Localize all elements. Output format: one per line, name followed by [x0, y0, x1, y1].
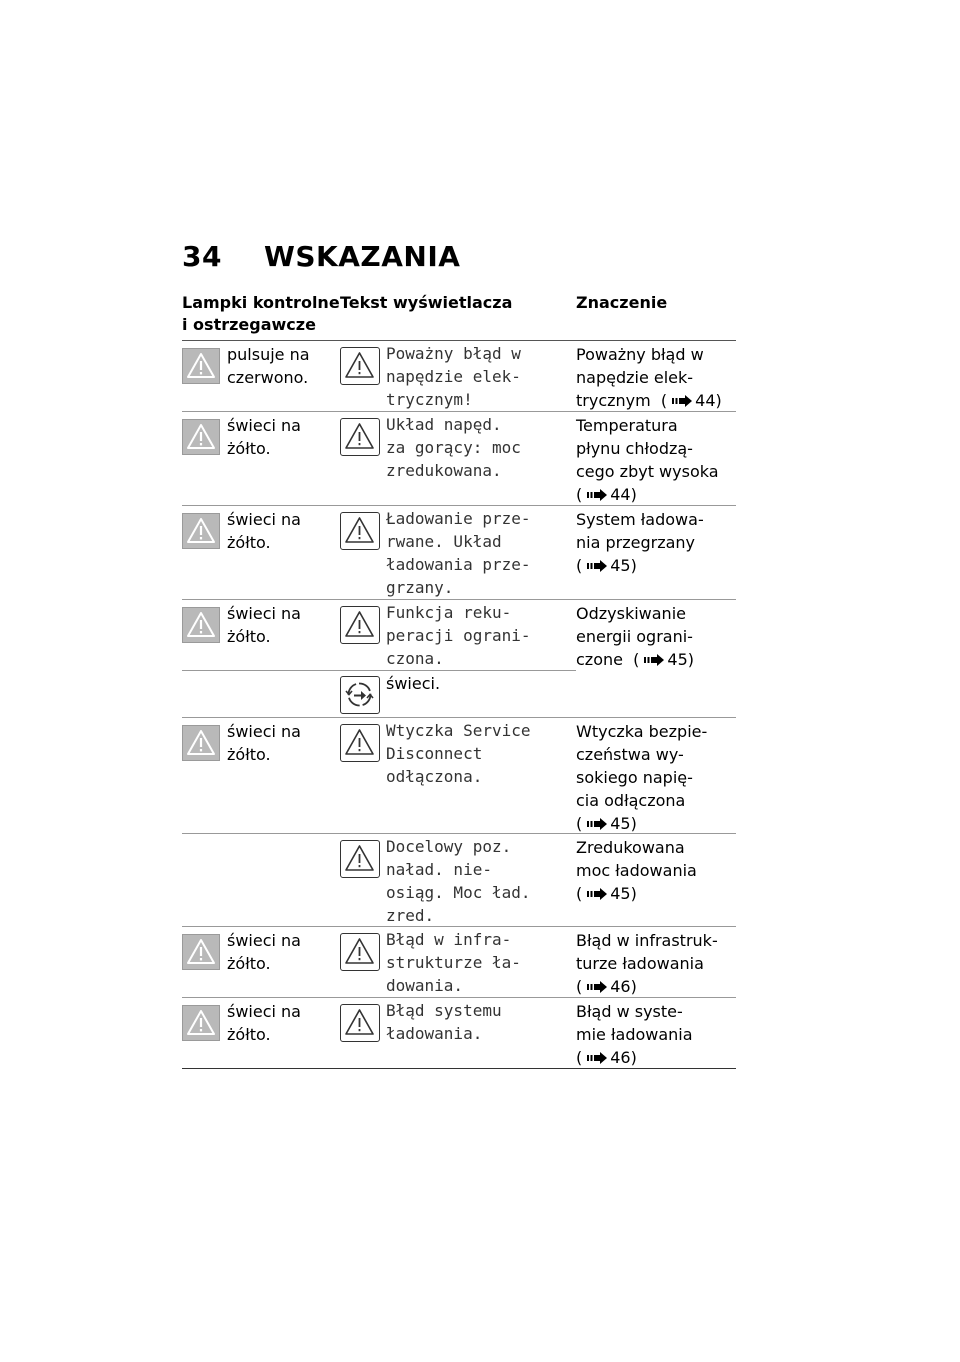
table-row — [182, 834, 736, 927]
warning-triangle-outline-icon — [340, 512, 380, 550]
warning-triangle-outline-icon — [340, 347, 380, 385]
warning-triangle-outline-icon — [340, 724, 380, 762]
table-row — [182, 412, 736, 506]
warning-triangle-outline-icon — [340, 606, 380, 644]
table-row — [182, 998, 736, 1069]
meaning-text: Wtyczka bezpie- czeństwa wy- sokiego napię- cia odłączona ( 45) — [576, 722, 708, 833]
page-reference-arrow-icon — [587, 818, 607, 830]
lamp-description: świeci na żółto. — [227, 416, 301, 458]
page-reference-arrow-icon — [587, 489, 607, 501]
warning-triangle-icon — [182, 513, 220, 549]
recuperation-icon — [340, 676, 380, 714]
meaning-text: Temperatura płynu chłodzą- cego zbyt wysoka ( 44) — [576, 416, 719, 504]
table-row — [182, 600, 736, 718]
table-header — [182, 290, 736, 341]
lamp-description: świeci na żółto. — [227, 931, 301, 973]
page-reference[interactable]: 45) — [610, 814, 637, 833]
lamp-description: świeci na żółto. — [227, 722, 301, 764]
lamp-description: świeci na żółto. — [227, 1002, 301, 1044]
display-text-secondary: świeci. — [386, 674, 441, 693]
warning-triangle-icon — [182, 934, 220, 970]
sub-row-divider — [182, 670, 576, 671]
page-reference-arrow-icon — [587, 981, 607, 993]
display-text: Poważny błąd w napędzie elek- trycznym! — [386, 344, 521, 409]
page-reference[interactable]: 45) — [610, 884, 637, 903]
section-title: WSKAZANIA — [264, 240, 461, 273]
page-reference[interactable]: 46) — [610, 977, 637, 996]
warning-triangle-outline-icon — [340, 840, 380, 878]
meaning-text: Błąd w syste- mie ładowania ( 46) — [576, 1002, 693, 1067]
warning-lights-table — [182, 290, 736, 1069]
column-header-display-text: Tekst wyświetlacza — [340, 293, 513, 312]
warning-triangle-outline-icon — [340, 1004, 380, 1042]
column-header-meaning: Znaczenie — [576, 293, 668, 312]
page-reference[interactable]: 45) — [610, 556, 637, 575]
meaning-text: Odzyskiwanie energii ograni- czone ( 45) — [576, 604, 694, 669]
page-reference[interactable]: 46) — [610, 1048, 637, 1067]
page-number: 34 — [182, 240, 222, 273]
page-header — [182, 240, 460, 273]
display-text: Błąd w infra- strukturze ła- dowania. — [386, 930, 521, 995]
column-header-lamps: Lampki kontrolne i ostrzegawcze — [182, 293, 340, 334]
page-reference-arrow-icon — [587, 560, 607, 572]
page-reference-arrow-icon — [587, 888, 607, 900]
warning-triangle-icon — [182, 607, 220, 643]
meaning-text: System ładowa- nia przegrzany ( 45) — [576, 510, 704, 575]
warning-triangle-outline-icon — [340, 418, 380, 456]
table-row — [182, 718, 736, 834]
page-reference[interactable]: 44) — [610, 485, 637, 504]
warning-triangle-icon — [182, 725, 220, 761]
meaning-text: Poważny błąd w napędzie elek- trycznym ( 44) — [576, 345, 722, 410]
display-text: Układ napęd. za gorący: moc zredukowana. — [386, 415, 521, 480]
page-reference-arrow-icon — [644, 654, 664, 666]
display-text: Ładowanie prze- rwane. Układ ładowania prze- grzany. — [386, 509, 531, 597]
lamp-description: świeci na żółto. — [227, 604, 301, 646]
page-reference[interactable]: 45) — [667, 650, 694, 669]
display-text: Błąd systemu ładowania. — [386, 1001, 502, 1043]
meaning-text: Błąd w infrastruk- turze ładowania ( 46) — [576, 931, 718, 996]
display-text: Docelowy poz. naład. nie- osiąg. Moc ład. zred. — [386, 837, 531, 925]
page-reference[interactable]: 44) — [695, 391, 722, 410]
meaning-text: Zredukowana moc ładowania ( 45) — [576, 838, 697, 903]
lamp-description: pulsuje na czerwono. — [227, 345, 310, 387]
lamp-description: świeci na żółto. — [227, 510, 301, 552]
table-row — [182, 341, 736, 412]
page-reference-arrow-icon — [672, 395, 692, 407]
table-row — [182, 927, 736, 998]
page-reference-arrow-icon — [587, 1052, 607, 1064]
warning-triangle-icon — [182, 348, 220, 384]
table-row — [182, 506, 736, 600]
warning-triangle-outline-icon — [340, 933, 380, 971]
display-text: Funkcja reku- peracji ograni- czona. — [386, 603, 531, 668]
warning-triangle-icon — [182, 1005, 220, 1041]
warning-triangle-icon — [182, 419, 220, 455]
display-text: Wtyczka Service Disconnect odłączona. — [386, 721, 531, 786]
